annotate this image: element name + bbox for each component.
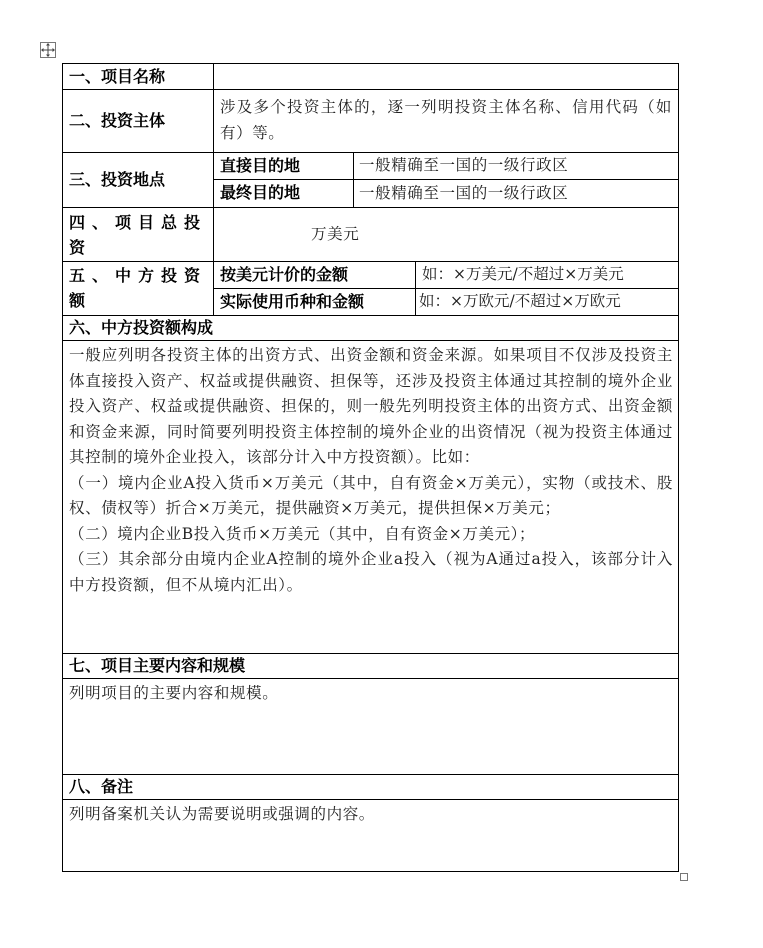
investor-value[interactable]: 涉及多个投资主体的，逐一列明投资主体名称、信用代码（如有）等。 bbox=[220, 98, 672, 142]
usd-amount-value[interactable]: 如：×万美元/不超过×万美元 bbox=[422, 265, 624, 283]
table-resize-handle-icon[interactable] bbox=[680, 873, 688, 881]
total-investment-label: 四、项目总投资 bbox=[69, 213, 208, 257]
project-name-value[interactable] bbox=[219, 64, 674, 89]
composition-content[interactable] bbox=[69, 343, 673, 598]
chinese-investment-label: 五、中方投资额 bbox=[69, 266, 208, 310]
total-investment-value[interactable]: 万美元 bbox=[311, 225, 360, 243]
final-destination-label: 最终目的地 bbox=[220, 183, 301, 202]
actual-currency-label: 实际使用币种和金额 bbox=[220, 292, 365, 311]
composition-item-1: （一）境内企业A投入货币×万美元（其中，自有资金×万美元），实物（或技术、股权、债权等）折合×万美元，提供融资×万美元，提供担保×万美元； bbox=[69, 473, 673, 517]
composition-item-3: （三）其余部分由境内企业A控制的境外企业a投入（视为A通过a投入，该部分计入中方投资额，但不从境内汇出）。 bbox=[69, 550, 673, 594]
direct-destination-label: 直接目的地 bbox=[220, 156, 301, 175]
filing-form-table bbox=[62, 63, 679, 872]
composition-intro-paragraph: 一般应列明各投资主体的出资方式、出资金额和资金来源。如果项目不仅涉及投资主体直接投入资产、权益或提供融资、担保等，还涉及投资主体通过其控制的境外企业投入资产、权益或提供融资、担保的，则一般先列明投资主体的出资方式、出资金额和资金来源，同时简要列明投资主体控制的境外企业的出资情况（视为投资主体通过其控制的境外企业投入，该部分计入中方投资额）。比如： bbox=[69, 346, 673, 466]
investor-label: 二、投资主体 bbox=[69, 111, 166, 130]
main-content-value[interactable]: 列明项目的主要内容和规模。 bbox=[69, 684, 279, 702]
main-content-label: 七、项目主要内容和规模 bbox=[69, 656, 246, 675]
usd-amount-label: 按美元计价的金额 bbox=[220, 265, 349, 284]
remarks-label: 八、备注 bbox=[69, 777, 134, 796]
final-destination-value[interactable]: 一般精确至一国的一级行政区 bbox=[359, 184, 569, 202]
project-name-label: 一、项目名称 bbox=[69, 67, 166, 86]
location-label: 三、投资地点 bbox=[69, 170, 166, 189]
direct-destination-value[interactable]: 一般精确至一国的一级行政区 bbox=[359, 156, 569, 174]
remarks-value[interactable]: 列明备案机关认为需要说明或强调的内容。 bbox=[69, 805, 375, 823]
composition-label: 六、中方投资额构成 bbox=[69, 318, 214, 337]
actual-currency-value[interactable]: 如：×万欧元/不超过×万欧元 bbox=[419, 292, 621, 310]
composition-item-2: （二）境内企业B投入货币×万美元（其中，自有资金×万美元）； bbox=[69, 524, 536, 543]
table-move-handle-icon[interactable] bbox=[40, 42, 56, 58]
